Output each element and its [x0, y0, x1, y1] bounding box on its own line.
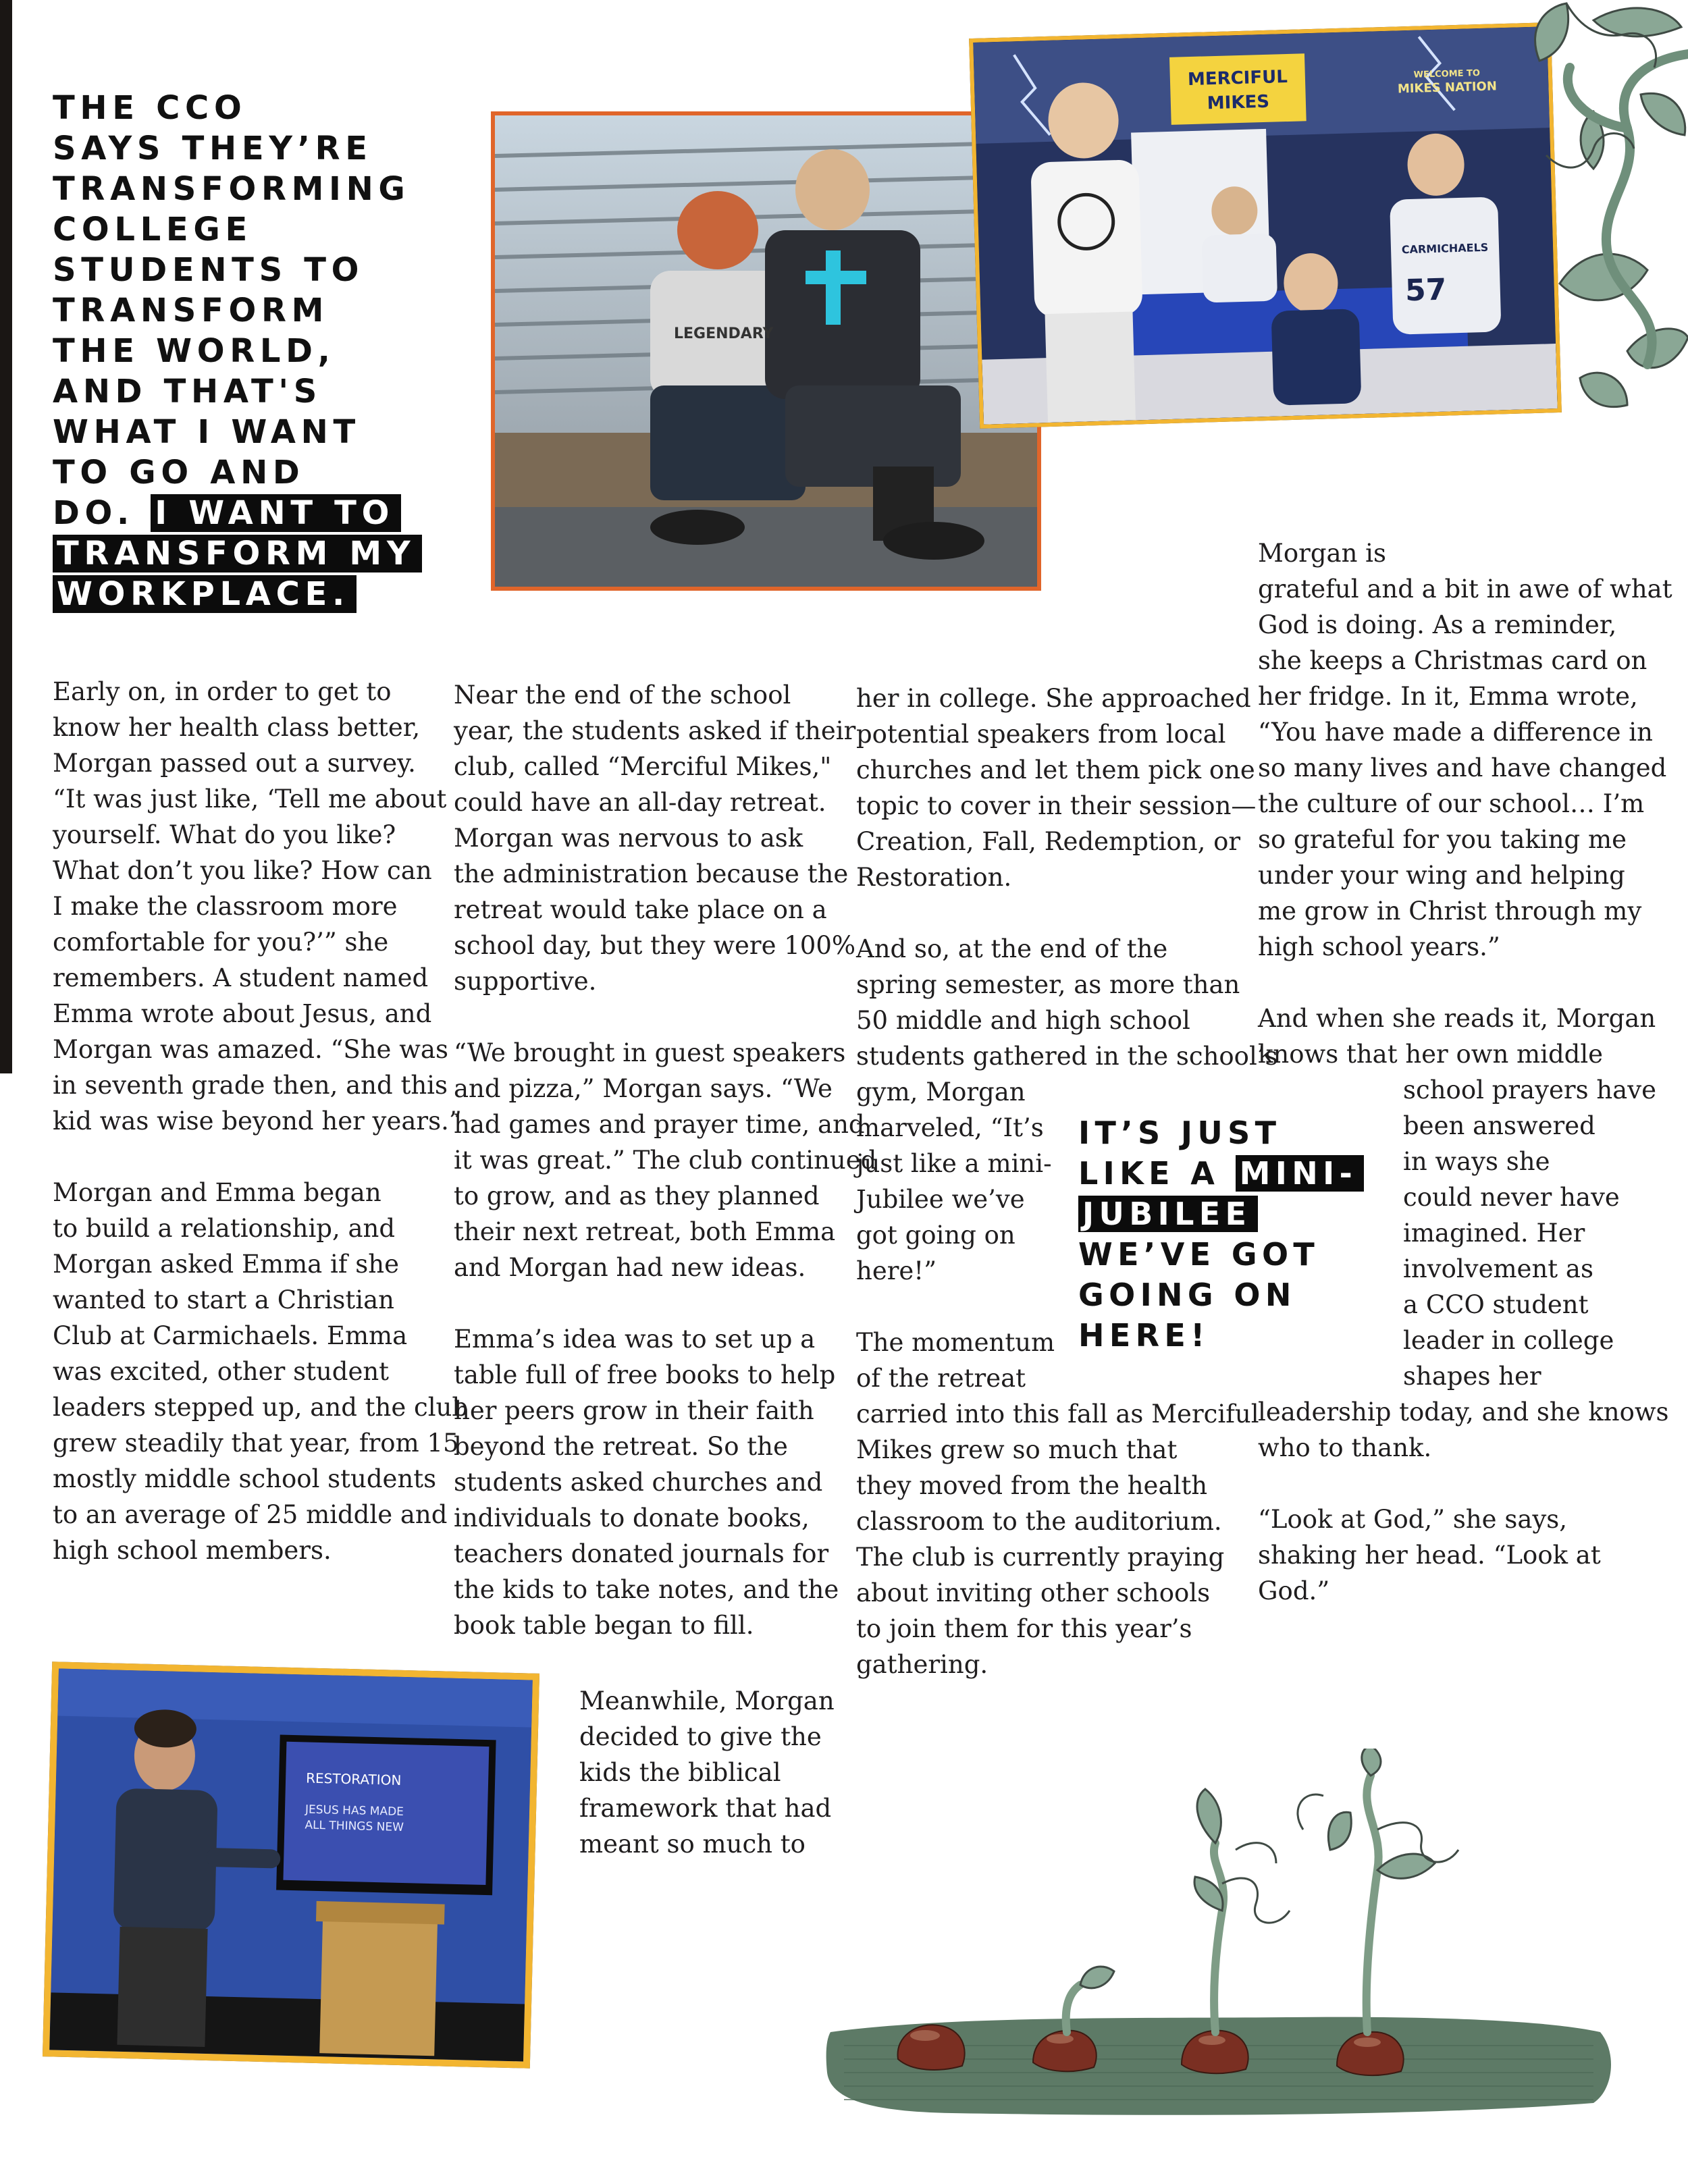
text-line: The momentum — [856, 1328, 1055, 1357]
pull-quote-line: HERE! — [1078, 1317, 1210, 1354]
paragraph — [454, 1321, 876, 1643]
text-line: under your wing and helping — [1258, 861, 1625, 890]
text-line: been answered — [1403, 1111, 1595, 1140]
text-line: in ways she — [1403, 1147, 1550, 1176]
text-line: of the retreat — [856, 1364, 1026, 1393]
pull-quote-highlight: MINI- — [1236, 1155, 1364, 1192]
text-line: her peers grow in their faith — [454, 1396, 814, 1425]
article-column-2-continued — [579, 1683, 835, 1862]
pull-quote-line: THE WORLD, — [53, 332, 336, 370]
text-line: imagined. Her — [1403, 1219, 1585, 1248]
pull-quote-line: COLLEGE — [53, 211, 253, 248]
text-line: Morgan asked Emma if she — [53, 1250, 399, 1279]
pull-quote-line: GOING ON — [1078, 1277, 1296, 1313]
text-line: Morgan is — [1258, 539, 1387, 568]
banner-mikes: MIKES — [1207, 91, 1270, 114]
slide-line: ALL THINGS NEW — [305, 1818, 404, 1835]
photo-speaker-restoration — [43, 1661, 539, 2068]
pull-quote-line — [53, 533, 422, 574]
pull-quote-line — [53, 574, 422, 614]
text-line: Restoration. — [856, 863, 1012, 892]
text-line: Morgan passed out a survey. — [53, 749, 416, 778]
pull-quote-highlight: TRANSFORM MY — [53, 535, 422, 572]
text-line: Jubilee we’ve — [856, 1185, 1025, 1214]
pull-quote-line: TRANSFORM — [53, 292, 329, 329]
text-line: carried into this fall as Merciful — [856, 1400, 1259, 1429]
text-line: Morgan was nervous to ask — [454, 824, 803, 853]
text-line: remembers. A student named — [53, 963, 429, 992]
vine-illustration — [1425, 0, 1688, 419]
text-line: about inviting other schools — [856, 1578, 1211, 1607]
pull-quote-line: SAYS THEY’RE — [53, 130, 373, 167]
text-line: Early on, in order to get to — [53, 677, 392, 706]
text-line: spring semester, as more than — [856, 970, 1240, 999]
text-line: beyond the retreat. So the — [454, 1432, 788, 1461]
text-line: their next retreat, both Emma — [454, 1217, 836, 1246]
text-line: high school years.” — [1258, 932, 1500, 961]
text-line: Emma wrote about Jesus, and — [53, 999, 432, 1028]
text-line: comfortable for you?’” she — [53, 928, 389, 957]
leaf-icon — [1197, 1789, 1221, 1843]
article-column-4 — [1258, 535, 1672, 1609]
photo-speaker-scene — [49, 1669, 533, 2062]
text-line: marveled, “It’s — [856, 1113, 1044, 1142]
banner-merciful: MERCIFUL — [1187, 67, 1288, 90]
text-line: What don’t you like? How can — [53, 856, 432, 885]
text-line: to build a relationship, and — [53, 1214, 396, 1243]
sprouting-seeds-illustration — [817, 1749, 1620, 2160]
text-line: know her health class better, — [53, 713, 421, 742]
leaf-icon — [1080, 1967, 1114, 1988]
text-line: meant so much to — [579, 1830, 806, 1859]
pull-quote-line: THE CCO — [53, 89, 247, 127]
pull-quote-highlight: JUBILEE — [1078, 1196, 1258, 1232]
text-line: had games and prayer time, and — [454, 1110, 865, 1139]
text-line: kids the biblical — [579, 1758, 781, 1787]
text-line: “We brought in guest speakers — [454, 1038, 846, 1067]
text-line: grateful and a bit in awe of what — [1258, 575, 1672, 604]
text-line: the culture of our school… I’m — [1258, 789, 1645, 818]
text-line: shapes her — [1403, 1362, 1541, 1391]
text-line: table full of free books to help — [454, 1360, 836, 1389]
pull-quote-line — [53, 493, 422, 533]
text-line: to an average of 25 middle and — [53, 1500, 448, 1529]
text-line: I make the classroom more — [53, 892, 398, 921]
text-line: a CCO student — [1403, 1290, 1589, 1319]
leaf-icon — [1362, 1749, 1381, 1776]
paragraph — [53, 1175, 468, 1568]
text-line: Meanwhile, Morgan — [579, 1686, 835, 1715]
text-line: potential speakers from local — [856, 720, 1226, 749]
text-line: churches and let them pick one — [856, 755, 1255, 784]
text-line: was excited, other student — [53, 1357, 390, 1386]
paragraph — [1258, 535, 1672, 965]
text-line: grew steadily that year, from 15 — [53, 1429, 459, 1458]
text-line: they moved from the health — [856, 1471, 1208, 1500]
text-line: in seventh grade then, and this — [53, 1071, 448, 1100]
text-line: Emma’s idea was to set up a — [454, 1325, 816, 1354]
text-line: she keeps a Christmas card on — [1258, 646, 1647, 675]
text-line: classroom to the auditorium. — [856, 1507, 1222, 1536]
shirt-print: LEGENDARY — [674, 325, 774, 342]
pull-quote-line: STUDENTS TO — [53, 251, 365, 289]
text-line: students asked churches and — [454, 1468, 823, 1497]
text-line: Creation, Fall, Redemption, or — [856, 827, 1241, 856]
text-line: just like a mini- — [856, 1149, 1052, 1178]
text-line: decided to give the — [579, 1722, 822, 1751]
pull-quote-line: WE’VE GOT — [1078, 1236, 1320, 1273]
text-line: knows that her own middle — [1258, 1040, 1604, 1069]
text-line: And so, at the end of the — [856, 934, 1168, 963]
text-line: God.” — [1258, 1576, 1330, 1605]
text-line: kid was wise beyond her years.” — [53, 1107, 462, 1136]
text-line: “It was just like, ‘Tell me about — [53, 784, 447, 814]
paragraph — [53, 674, 468, 1139]
pull-quote-line: IT’S JUST — [1078, 1115, 1282, 1151]
text-line: 50 middle and high school — [856, 1006, 1190, 1035]
photo-bleachers-scene — [495, 115, 1037, 587]
text-line: could never have — [1403, 1183, 1620, 1212]
pull-quote-line: WHAT I WANT — [53, 413, 361, 451]
text-line: “You have made a difference in — [1258, 718, 1653, 747]
slide-title: RESTORATION — [305, 1769, 402, 1788]
paragraph — [454, 1035, 876, 1285]
text-line: to grow, and as they planned — [454, 1181, 820, 1210]
text-line: yourself. What do you like? — [53, 820, 396, 849]
text-line: here!” — [856, 1256, 937, 1285]
article-column-2 — [454, 677, 876, 1643]
text-line: me grow in Christ through my — [1258, 897, 1642, 926]
banner-nation: MIKES NATION — [1397, 79, 1498, 97]
pull-quote-highlight: WORKPLACE. — [53, 575, 357, 613]
text-line: got going on — [856, 1221, 1016, 1250]
leaf-icon — [1593, 8, 1681, 36]
text-line: involvement as — [1403, 1254, 1593, 1283]
page-edge-bleed — [0, 0, 12, 1073]
text-line: school day, but they were 100% — [454, 931, 856, 960]
text-line: the administration because the — [454, 859, 849, 888]
text-line: Mikes grew so much that — [856, 1435, 1178, 1464]
text-line: And when she reads it, Morgan — [1258, 1004, 1656, 1033]
text-line: to join them for this year’s — [856, 1614, 1192, 1643]
text-line: could have an all-day retreat. — [454, 788, 826, 817]
pull-quote-highlight: I WANT TO — [151, 494, 401, 532]
text-line: high school members. — [53, 1536, 332, 1565]
photo-bleachers-prayer — [491, 111, 1041, 591]
text-line: her in college. She approached — [856, 684, 1251, 713]
text-line: shaking her head. “Look at — [1258, 1541, 1601, 1570]
paragraph — [1258, 1501, 1672, 1609]
text-line: leader in college — [1403, 1326, 1614, 1355]
text-line: Club at Carmichaels. Emma — [53, 1321, 408, 1350]
paragraph — [856, 1325, 1278, 1682]
paragraph — [856, 681, 1278, 895]
text-line: teachers donated journals for — [454, 1539, 829, 1568]
text-line: The club is currently praying — [856, 1543, 1225, 1572]
text-line: mostly middle school students — [53, 1464, 437, 1493]
text-line: framework that had — [579, 1794, 832, 1823]
article-column-1 — [53, 674, 468, 1568]
text-line: God is doing. As a reminder, — [1258, 610, 1617, 639]
text-line: year, the students asked if their — [454, 716, 856, 745]
pull-quote-line: TRANSFORMING — [53, 170, 411, 208]
leaf-icon — [1641, 93, 1685, 135]
text-line: leadership today, and she knows — [1258, 1397, 1669, 1427]
text-line: supportive. — [454, 967, 597, 996]
text-line: topic to cover in their session— — [856, 791, 1257, 820]
text-line: the kids to take notes, and the — [454, 1575, 839, 1604]
text-line: book table began to fill. — [454, 1611, 754, 1640]
text-line: and Morgan had new ideas. — [454, 1253, 806, 1282]
text-line: wanted to start a Christian — [53, 1285, 394, 1314]
jersey-number: 57 — [1404, 272, 1448, 309]
pull-quote-text: DO. — [53, 494, 134, 532]
text-line: who to thank. — [1258, 1433, 1432, 1462]
leaf-icon — [1328, 1812, 1351, 1850]
text-line: and pizza,” Morgan says. “We — [454, 1074, 833, 1103]
leaf-icon — [1580, 373, 1627, 406]
text-line: it was great.” The club continued — [454, 1146, 877, 1175]
paragraph — [1258, 1001, 1672, 1466]
banner-welcome: WELCOME TO — [1413, 68, 1481, 80]
text-line: retreat would take place on a — [454, 895, 827, 924]
text-line: gym, Morgan — [856, 1077, 1026, 1107]
pull-quote-main — [53, 88, 422, 614]
leaf-icon — [1627, 329, 1688, 368]
text-line: “Look at God,” she says, — [1258, 1505, 1568, 1534]
text-line: so grateful for you taking me — [1258, 825, 1627, 854]
jersey-name: CARMICHAELS — [1401, 240, 1489, 257]
text-line: Morgan was amazed. “She was — [53, 1035, 448, 1064]
text-line: leaders stepped up, and the club — [53, 1393, 469, 1422]
leaf-icon — [1535, 3, 1568, 61]
text-line: school prayers have — [1403, 1075, 1657, 1104]
pull-quote-text: LIKE A — [1078, 1155, 1220, 1192]
text-line: individuals to donate books, — [454, 1503, 810, 1533]
text-line: students gathered in the school’s — [856, 1042, 1278, 1071]
pull-quote-line: AND THAT'S — [53, 373, 323, 410]
slide-line: JESUS HAS MADE — [305, 1803, 404, 1819]
text-line: Near the end of the school — [454, 681, 791, 710]
pull-quote-line: TO GO AND — [53, 454, 305, 491]
paragraph — [454, 677, 876, 999]
text-line: Morgan and Emma began — [53, 1178, 381, 1207]
text-line: club, called “Merciful Mikes," — [454, 752, 832, 781]
text-line: gathering. — [856, 1650, 988, 1679]
text-line: her fridge. In it, Emma wrote, — [1258, 682, 1638, 711]
text-line: so many lives and have changed — [1258, 753, 1667, 782]
